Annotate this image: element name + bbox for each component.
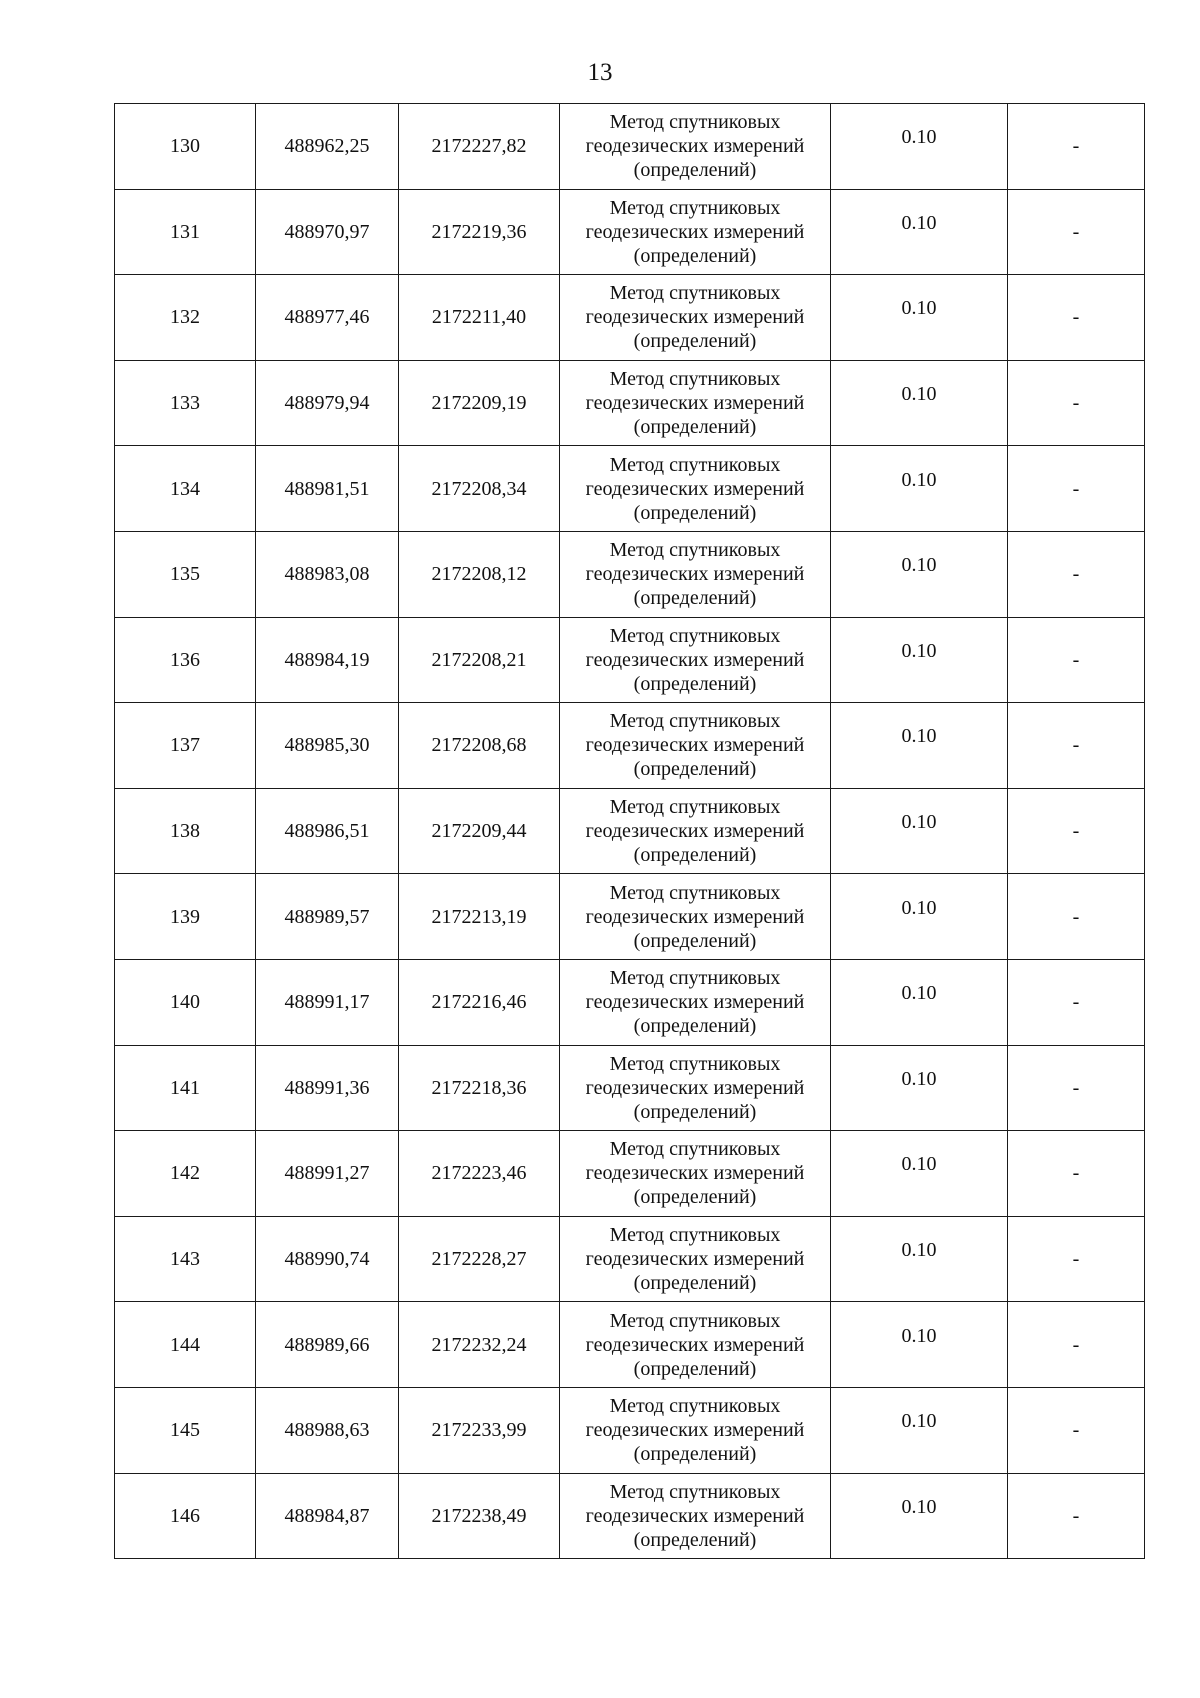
point-number-cell: 137 — [115, 703, 256, 789]
point-number-cell: 140 — [115, 959, 256, 1045]
coordinates-table — [114, 103, 1145, 1559]
y-coordinate-cell: 2172238,49 — [399, 1473, 560, 1559]
method-line-1: Метод спутниковых — [609, 1395, 781, 1418]
table-row — [115, 189, 1145, 275]
y-coordinate-cell: 2172208,68 — [399, 703, 560, 789]
table-row — [115, 1473, 1145, 1559]
method-cell — [560, 1387, 831, 1473]
point-number-cell: 130 — [115, 104, 256, 190]
table-row — [115, 788, 1145, 874]
y-coordinate-cell: 2172208,12 — [399, 531, 560, 617]
method-line-2: геодезических измерений — [585, 1076, 805, 1099]
x-coordinate-cell: 488962,25 — [256, 104, 399, 190]
method-line-2: геодезических измерений — [585, 220, 805, 243]
method-line-3: (определений) — [633, 587, 757, 610]
x-coordinate-cell: 488984,87 — [256, 1473, 399, 1559]
method-line-2: геодезических измерений — [585, 1333, 805, 1356]
method-line-2: геодезических измерений — [585, 991, 805, 1014]
method-line-1: Метод спутниковых — [609, 1480, 781, 1503]
point-number-cell: 131 — [115, 189, 256, 275]
method-cell — [560, 959, 831, 1045]
accuracy-value: 0.10 — [901, 1410, 937, 1433]
method-cell — [560, 1045, 831, 1131]
table-row — [115, 703, 1145, 789]
point-number-cell: 132 — [115, 275, 256, 361]
point-number-cell: 142 — [115, 1131, 256, 1217]
accuracy-value: 0.10 — [901, 1324, 937, 1347]
accuracy-cell — [831, 959, 1008, 1045]
x-coordinate-cell: 488977,46 — [256, 275, 399, 361]
note-cell: - — [1008, 617, 1145, 703]
note-cell: - — [1008, 1216, 1145, 1302]
accuracy-cell — [831, 703, 1008, 789]
method-line-2: геодезических измерений — [585, 1419, 805, 1442]
accuracy-cell — [831, 617, 1008, 703]
x-coordinate-cell: 488991,27 — [256, 1131, 399, 1217]
point-number-cell: 143 — [115, 1216, 256, 1302]
accuracy-value: 0.10 — [901, 725, 937, 748]
note-cell: - — [1008, 874, 1145, 960]
table-row — [115, 104, 1145, 190]
accuracy-value: 0.10 — [901, 468, 937, 491]
x-coordinate-cell: 488988,63 — [256, 1387, 399, 1473]
y-coordinate-cell: 2172232,24 — [399, 1302, 560, 1388]
note-cell: - — [1008, 1387, 1145, 1473]
x-coordinate-cell: 488989,57 — [256, 874, 399, 960]
accuracy-value: 0.10 — [901, 1239, 937, 1262]
method-line-1: Метод спутниковых — [609, 1138, 781, 1161]
accuracy-value: 0.10 — [901, 383, 937, 406]
method-line-1: Метод спутниковых — [609, 196, 781, 219]
point-number-cell: 135 — [115, 531, 256, 617]
y-coordinate-cell: 2172208,34 — [399, 446, 560, 532]
accuracy-cell — [831, 1387, 1008, 1473]
method-line-1: Метод спутниковых — [609, 539, 781, 562]
method-line-3: (определений) — [633, 1186, 757, 1209]
table-row — [115, 531, 1145, 617]
x-coordinate-cell: 488984,19 — [256, 617, 399, 703]
table-row — [115, 1387, 1145, 1473]
y-coordinate-cell: 2172209,19 — [399, 360, 560, 446]
coordinates-table-body — [115, 104, 1145, 1559]
point-number-cell: 136 — [115, 617, 256, 703]
accuracy-cell — [831, 788, 1008, 874]
y-coordinate-cell: 2172216,46 — [399, 959, 560, 1045]
y-coordinate-cell: 2172223,46 — [399, 1131, 560, 1217]
method-line-2: геодезических измерений — [585, 820, 805, 843]
method-line-2: геодезических измерений — [585, 135, 805, 158]
y-coordinate-cell: 2172219,36 — [399, 189, 560, 275]
accuracy-cell — [831, 1473, 1008, 1559]
method-line-1: Метод спутниковых — [609, 967, 781, 990]
method-line-2: геодезических измерений — [585, 563, 805, 586]
method-line-1: Метод спутниковых — [609, 881, 781, 904]
method-cell — [560, 360, 831, 446]
x-coordinate-cell: 488979,94 — [256, 360, 399, 446]
method-cell — [560, 531, 831, 617]
accuracy-value: 0.10 — [901, 811, 937, 834]
method-line-1: Метод спутниковых — [609, 710, 781, 733]
table-row — [115, 1131, 1145, 1217]
y-coordinate-cell: 2172209,44 — [399, 788, 560, 874]
note-cell: - — [1008, 1045, 1145, 1131]
note-cell: - — [1008, 1131, 1145, 1217]
accuracy-cell — [831, 1131, 1008, 1217]
x-coordinate-cell: 488985,30 — [256, 703, 399, 789]
table-row — [115, 446, 1145, 532]
note-cell: - — [1008, 1473, 1145, 1559]
method-cell — [560, 1473, 831, 1559]
y-coordinate-cell: 2172208,21 — [399, 617, 560, 703]
method-cell — [560, 1131, 831, 1217]
method-line-1: Метод спутниковых — [609, 624, 781, 647]
x-coordinate-cell: 488991,36 — [256, 1045, 399, 1131]
method-cell — [560, 275, 831, 361]
x-coordinate-cell: 488990,74 — [256, 1216, 399, 1302]
accuracy-value: 0.10 — [901, 1153, 937, 1176]
method-cell — [560, 1302, 831, 1388]
method-line-1: Метод спутниковых — [609, 368, 781, 391]
accuracy-value: 0.10 — [901, 982, 937, 1005]
method-line-2: геодезических измерений — [585, 477, 805, 500]
point-number-cell: 133 — [115, 360, 256, 446]
method-line-1: Метод спутниковых — [609, 453, 781, 476]
table-row — [115, 959, 1145, 1045]
table-row — [115, 874, 1145, 960]
method-line-3: (определений) — [633, 1272, 757, 1295]
point-number-cell: 141 — [115, 1045, 256, 1131]
y-coordinate-cell: 2172211,40 — [399, 275, 560, 361]
point-number-cell: 146 — [115, 1473, 256, 1559]
note-cell: - — [1008, 446, 1145, 532]
method-line-2: геодезических измерений — [585, 1248, 805, 1271]
accuracy-cell — [831, 189, 1008, 275]
method-line-2: геодезических измерений — [585, 734, 805, 757]
table-row — [115, 275, 1145, 361]
accuracy-value: 0.10 — [901, 896, 937, 919]
method-line-1: Метод спутниковых — [609, 1224, 781, 1247]
method-line-1: Метод спутниковых — [609, 1052, 781, 1075]
method-line-3: (определений) — [633, 929, 757, 952]
method-line-3: (определений) — [633, 416, 757, 439]
page-number: 13 — [587, 59, 613, 86]
note-cell: - — [1008, 360, 1145, 446]
x-coordinate-cell: 488986,51 — [256, 788, 399, 874]
y-coordinate-cell: 2172218,36 — [399, 1045, 560, 1131]
y-coordinate-cell: 2172213,19 — [399, 874, 560, 960]
method-line-3: (определений) — [633, 1357, 757, 1380]
y-coordinate-cell: 2172233,99 — [399, 1387, 560, 1473]
accuracy-cell — [831, 1302, 1008, 1388]
method-line-1: Метод спутниковых — [609, 282, 781, 305]
accuracy-cell — [831, 275, 1008, 361]
method-cell — [560, 617, 831, 703]
method-line-3: (определений) — [633, 844, 757, 867]
note-cell: - — [1008, 275, 1145, 361]
method-cell — [560, 703, 831, 789]
note-cell: - — [1008, 1302, 1145, 1388]
x-coordinate-cell: 488989,66 — [256, 1302, 399, 1388]
accuracy-value: 0.10 — [901, 1067, 937, 1090]
method-line-3: (определений) — [633, 672, 757, 695]
accuracy-value: 0.10 — [901, 126, 937, 149]
method-line-2: геодезических измерений — [585, 648, 805, 671]
accuracy-value: 0.10 — [901, 639, 937, 662]
point-number-cell: 145 — [115, 1387, 256, 1473]
note-cell: - — [1008, 189, 1145, 275]
x-coordinate-cell: 488970,97 — [256, 189, 399, 275]
method-line-3: (определений) — [633, 758, 757, 781]
method-cell — [560, 874, 831, 960]
note-cell: - — [1008, 531, 1145, 617]
point-number-cell: 134 — [115, 446, 256, 532]
table-row — [115, 1216, 1145, 1302]
point-number-cell: 139 — [115, 874, 256, 960]
accuracy-cell — [831, 531, 1008, 617]
method-line-1: Метод спутниковых — [609, 796, 781, 819]
x-coordinate-cell: 488991,17 — [256, 959, 399, 1045]
point-number-cell: 144 — [115, 1302, 256, 1388]
y-coordinate-cell: 2172228,27 — [399, 1216, 560, 1302]
accuracy-value: 0.10 — [901, 211, 937, 234]
y-coordinate-cell: 2172227,82 — [399, 104, 560, 190]
method-cell — [560, 104, 831, 190]
method-line-3: (определений) — [633, 1443, 757, 1466]
method-line-3: (определений) — [633, 159, 757, 182]
method-line-1: Метод спутниковых — [609, 1309, 781, 1332]
note-cell: - — [1008, 959, 1145, 1045]
accuracy-cell — [831, 1045, 1008, 1131]
method-line-3: (определений) — [633, 330, 757, 353]
method-line-3: (определений) — [633, 244, 757, 267]
method-line-2: геодезических измерений — [585, 905, 805, 928]
accuracy-cell — [831, 874, 1008, 960]
x-coordinate-cell: 488981,51 — [256, 446, 399, 532]
method-line-2: геодезических измерений — [585, 306, 805, 329]
method-line-3: (определений) — [633, 501, 757, 524]
point-number-cell: 138 — [115, 788, 256, 874]
note-cell: - — [1008, 104, 1145, 190]
accuracy-value: 0.10 — [901, 554, 937, 577]
method-line-2: геодезических измерений — [585, 392, 805, 415]
note-cell: - — [1008, 788, 1145, 874]
accuracy-cell — [831, 1216, 1008, 1302]
method-line-3: (определений) — [633, 1015, 757, 1038]
table-row — [115, 1302, 1145, 1388]
accuracy-cell — [831, 360, 1008, 446]
table-row — [115, 360, 1145, 446]
table-row — [115, 1045, 1145, 1131]
table-row — [115, 617, 1145, 703]
method-cell — [560, 446, 831, 532]
method-line-1: Метод спутниковых — [609, 111, 781, 134]
accuracy-cell — [831, 446, 1008, 532]
accuracy-value: 0.10 — [901, 1495, 937, 1518]
method-line-3: (определений) — [633, 1100, 757, 1123]
method-line-2: геодезических измерений — [585, 1162, 805, 1185]
method-cell — [560, 1216, 831, 1302]
method-line-3: (определений) — [633, 1528, 757, 1551]
accuracy-value: 0.10 — [901, 297, 937, 320]
x-coordinate-cell: 488983,08 — [256, 531, 399, 617]
accuracy-cell — [831, 104, 1008, 190]
note-cell: - — [1008, 703, 1145, 789]
method-line-2: геодезических измерений — [585, 1504, 805, 1527]
method-cell — [560, 788, 831, 874]
method-cell — [560, 189, 831, 275]
